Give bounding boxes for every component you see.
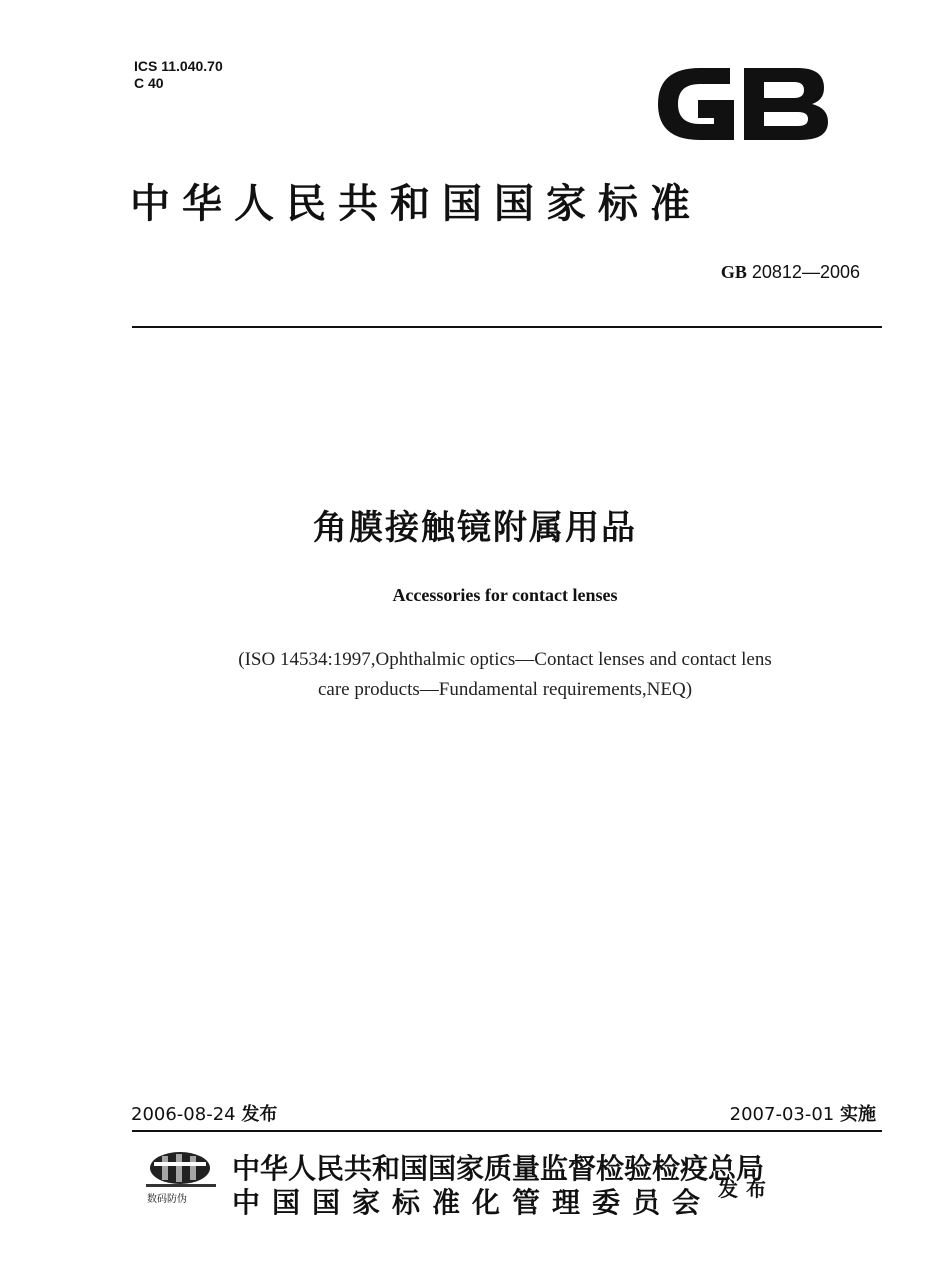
iso-reference bbox=[0, 645, 950, 705]
gb-logo bbox=[652, 58, 832, 150]
issuer-sac: 中国国家标准化管理委员会 bbox=[232, 1186, 713, 1219]
standard-prefix: GB bbox=[720, 262, 747, 282]
header-divider bbox=[132, 326, 882, 328]
document-title-english: Accessories for contact lenses bbox=[392, 585, 618, 605]
ics-code: ICS 11.040.70 bbox=[134, 58, 223, 74]
footer-divider bbox=[132, 1130, 882, 1132]
standard-code: 20812—2006 bbox=[751, 262, 860, 282]
iso-reference-line-2: care products—Fundamental requirements,NEQ) bbox=[317, 679, 693, 700]
issuer-aqsiq: 中华人民共和国国家质量监督检验检疫总局 bbox=[232, 1152, 765, 1185]
issue-date bbox=[131, 1100, 277, 1126]
document-title-chinese: 角膜接触镜附属用品 bbox=[313, 508, 637, 548]
implement-date-value: 2007-03-01 bbox=[729, 1104, 835, 1125]
seal-label: 数码防伪 bbox=[147, 1194, 187, 1205]
issuing-authorities bbox=[232, 1152, 764, 1220]
national-standard-title: 中华人民共和国国家标准 bbox=[130, 180, 702, 227]
issue-date-label: 发布 bbox=[241, 1104, 278, 1125]
ccs-code: C 40 bbox=[134, 75, 164, 91]
standard-number bbox=[721, 262, 860, 283]
iso-reference-line-1: (ISO 14534:1997,Ophthalmic optics—Contact lenses and contact lens bbox=[238, 649, 772, 670]
issue-date-value: 2006-08-24 bbox=[131, 1104, 236, 1125]
classification-codes bbox=[134, 58, 223, 92]
publish-label: 发布 bbox=[718, 1177, 774, 1201]
implement-date-label: 实施 bbox=[840, 1104, 876, 1125]
implement-date bbox=[730, 1100, 876, 1126]
